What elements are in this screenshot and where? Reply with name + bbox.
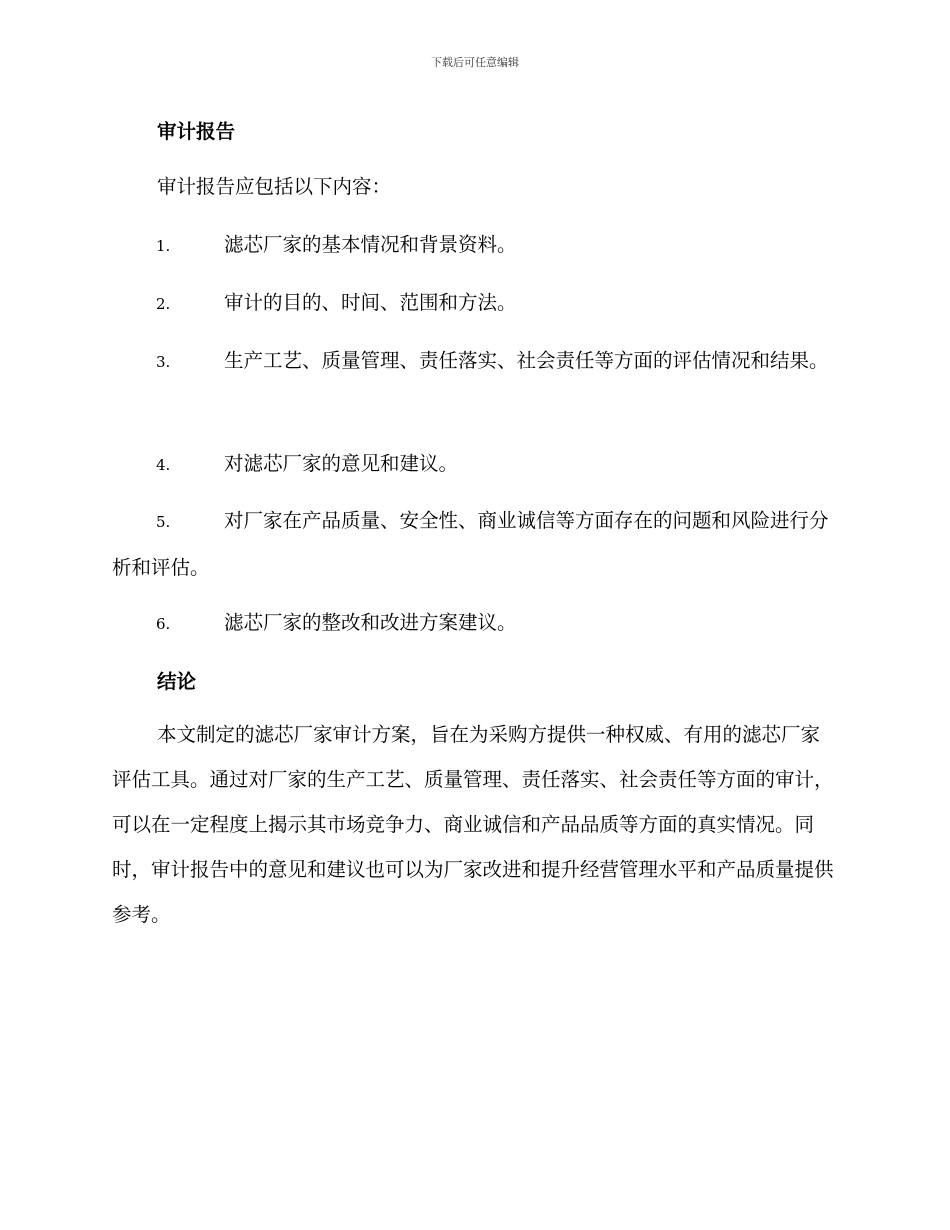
list-item-text: 对滤芯厂家的意见和建议。 [224,452,459,475]
audit-report-intro: 审计报告应包括以下内容： [157,175,392,198]
list-item [112,498,838,590]
list-item [112,441,838,488]
page-header-note: 下载后可任意编辑 [431,56,519,69]
conclusion-paragraph: 本文制定的滤芯厂家审计方案，旨在为采购方提供一种权威、有用的滤芯厂家评估工具。通过对厂家的生产工艺、质量管理、责任落实、社会责任等方面的审计，可以在一定程度上揭示其市场竞争力、商业诚信和产品品质等方面的真实情况。同时，审计报告中的意见和建议也可以为厂家改进和提升经营管理水平和产品质量提供参考。 [112,723,834,926]
list-item [112,338,838,385]
list-item [112,600,838,647]
list-item [112,280,838,327]
section-heading-conclusion: 结论 [157,670,197,693]
list-item-text: 生产工艺、质量管理、责任落实、社会责任等方面的评估情况和结果。 [224,349,829,372]
list-item-number: 1. [156,237,171,255]
list-item-text: 对厂家在产品质量、安全性、商业诚信等方面存在的问题和风险进行分析和评估。 [112,509,829,579]
list-item [112,222,838,269]
list-item-text: 滤芯厂家的基本情况和背景资料。 [224,233,517,256]
list-item-number: 2. [156,295,171,313]
list-item-text: 滤芯厂家的整改和改进方案建议。 [224,611,517,634]
list-item-text: 审计的目的、时间、范围和方法。 [224,291,517,314]
list-item-number: 4. [156,456,171,474]
section-heading-audit-report: 审计报告 [157,120,236,143]
list-item-number: 5. [156,513,171,531]
list-item-number: 6. [156,615,171,633]
list-item-number: 3. [156,353,171,371]
